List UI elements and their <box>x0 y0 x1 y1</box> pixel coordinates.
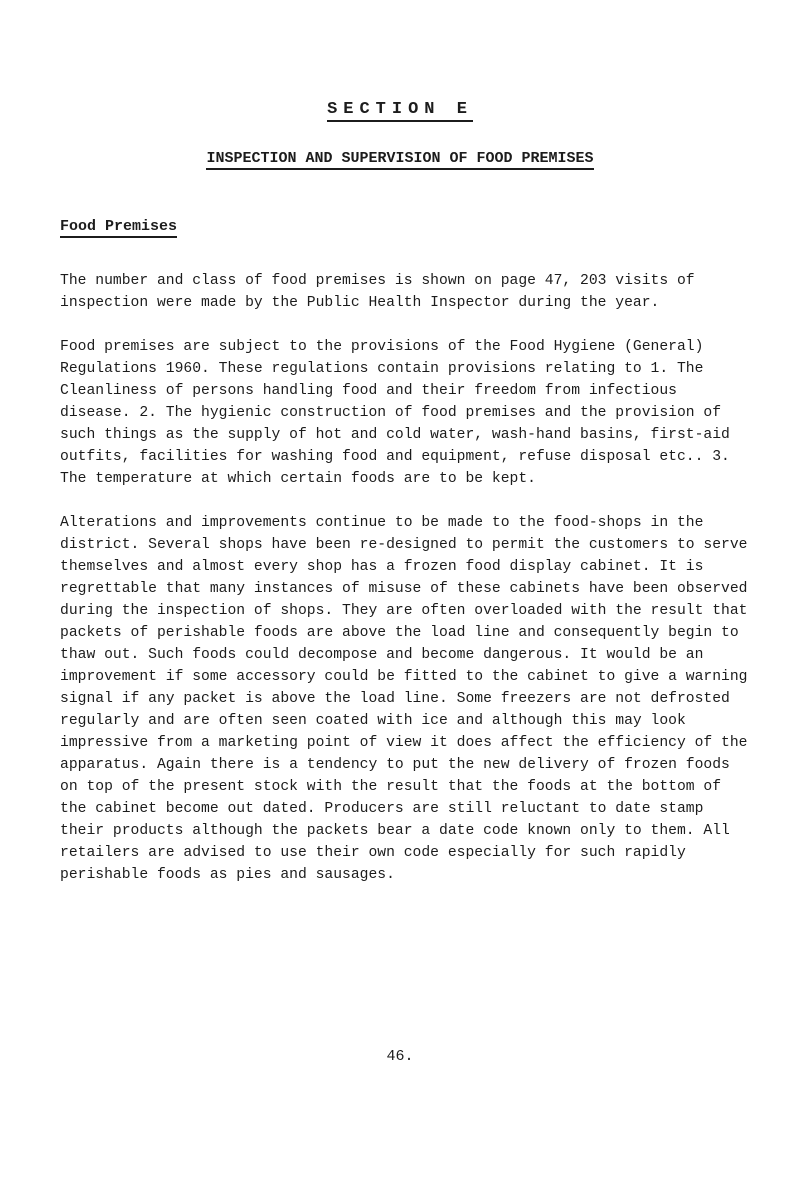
page-number: 46. <box>386 1048 414 1065</box>
paragraph-1: The number and class of food premises is shown on page 47, 203 visits of inspection were made by the Public Health Inspector during the year. <box>60 273 695 311</box>
paragraph-3: Alterations and improvements continue to be made to the food-shops in the district. Several shops have been re-designed to permit the customers to serve themselves and almost every shop has a frozen food display cabinet. It is regrettable that many instances of misuse of these cabinets have been observed during the inspection of shops. They are often overloaded with the result that packets of perishable foods are above the load line and consequently begin to thaw out. Such foods could decompose and become dangerous. It would be an improvement if some accessory could be fitted to the cabinet to give a warning signal if any packet is above the load line. Some freezers are not defrosted regularly and are often seen coated with ice and although this may look impressive from a marketing point of view it does affect the efficiency of the apparatus. Again there is a tendency to put the new delivery of frozen foods on top of the present stock with the result that the foods at the bottom of the cabinet become out dated. Producers are still reluctant to date stamp their products although the packets bear a date code known only to them. All retailers are advised to use their own code especially for such rapidly perishable foods as pies and sausages. <box>60 515 748 883</box>
page-title-text: INSPECTION AND SUPERVISION OF FOOD PREMISES <box>206 150 593 170</box>
paragraph-2: Food premises are subject to the provisions of the Food Hygiene (General) Regulations 1960. These regulations contain provisions relating to 1. The Cleanliness of persons handling food and their freedom from infectious disease. 2. The hygienic construction of food premises and the provision of such things as the supply of hot and cold water, wash-hand basins, first-aid outfits, facilities for washing food and equipment, refuse disposal etc.. 3. The temperature at which certain foods are to be kept. <box>60 339 730 487</box>
subheading <box>60 218 177 235</box>
subheading-text: Food Premises <box>60 218 177 238</box>
section-heading <box>0 100 800 119</box>
section-heading-text: SECTION E <box>327 100 473 122</box>
page-title <box>0 150 800 167</box>
body-text <box>60 270 750 908</box>
